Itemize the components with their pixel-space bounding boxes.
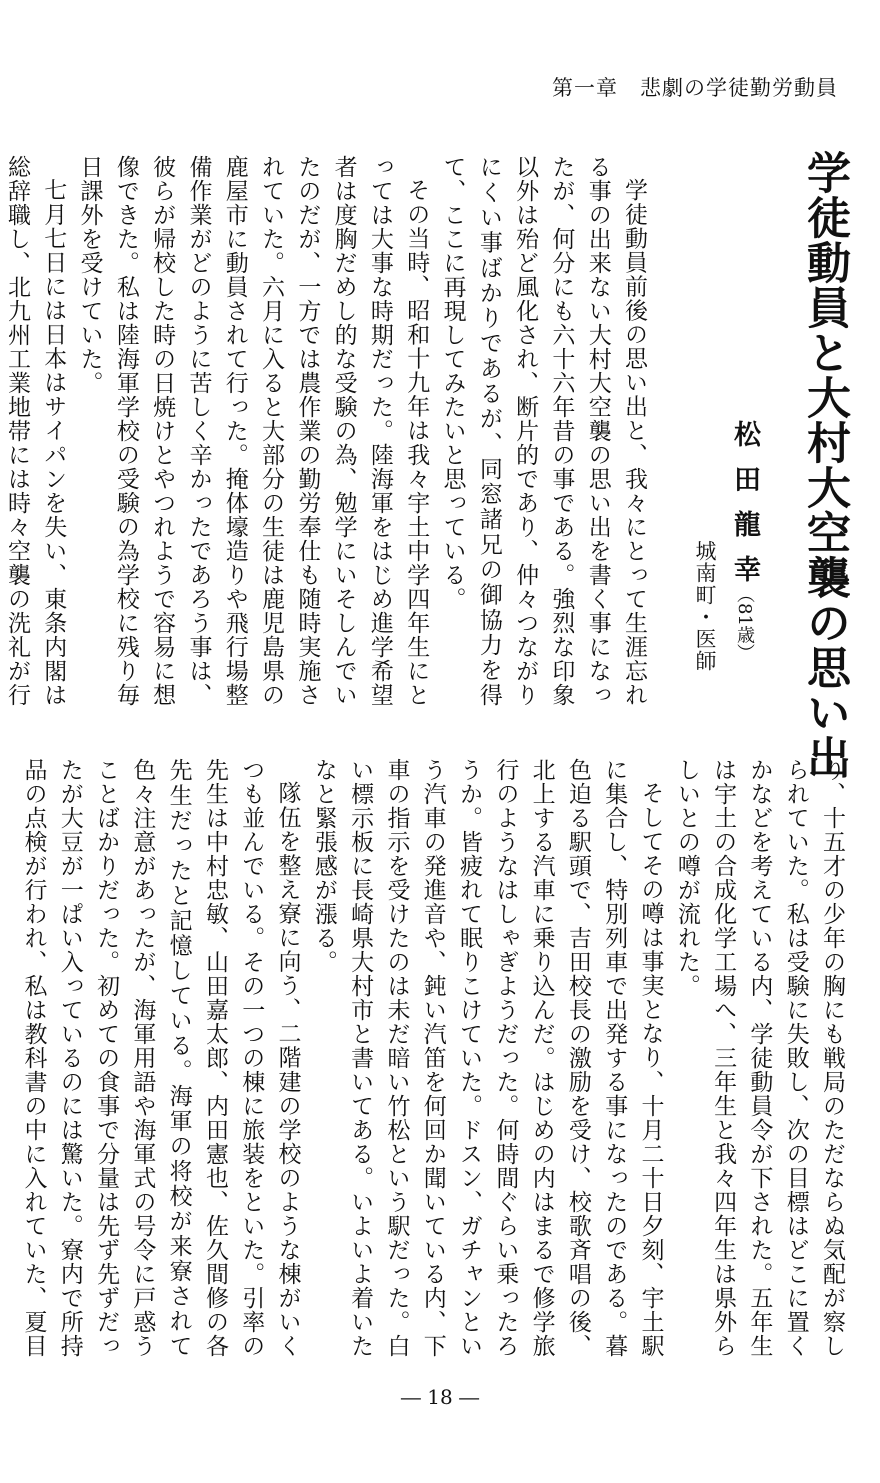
paragraph: その当時、昭和十九年は我々宇土中学四年生にとっては大事な時期だった。陸海軍をはじめ進学希望者は度胸だめし的な受験の為、勉学にいそしんでいたのだが、一方では農作業の勤労奉仕も随時実施されていた。六月に入ると大部分の生徒は鹿児島県の鹿屋市に動員されて行った。掩体壕造りや飛行場整備作業がどのように苦しく辛かったであろう事は、彼らが帰校した時の日焼けとやつれようで容易に想像できた。私は陸海軍学校の受験の為学校に残り毎日課外を受けていた。 — [76, 155, 430, 707]
author-affiliation: 城南町・医師 — [693, 540, 717, 672]
body-text-upper — [3, 155, 652, 707]
paragraph: 七月七日には日本はサイパンを失い、東条内閣は総辞職し、北九州工業地帯には時々空襲の洗礼が行 — [3, 155, 67, 707]
chapter-header: 第一章 悲劇の学徒勤労動員 — [552, 76, 838, 100]
author-name: 松田龍幸 — [729, 420, 760, 600]
author-age: （81歳） — [734, 585, 755, 662]
paragraph: そしてその噂は事実となり、十月二十日夕刻、宇土駅に集合し、特別列車で出発する事になったのである。暮色迫る駅頭で、吉田校長の激励を受け、校歌斉唱の後、北上する汽車に乗り込んだ。はじめの内はまるで修学旅行のようなはしゃぎようだった。何時間ぐらい乗ったろうか。皆疲れて眠りこけていた。ドスン、ガチャンという汽車の発進音や、鈍い汽笛を何回か聞いている内、下車の指示を受けたのは未だ暗い竹松という駅だった。白い標示板に長崎県大村市と書いてある。いよいよ着いたなと緊張感が漲る。 — [310, 758, 664, 1358]
paragraph: り、十五才の少年の胸にも戦局のただならぬ気配が察しられていた。私は受験に失敗し、次の目標はどこに置くかなどを考えている内、学徒動員令が下された。五年生は宇土の合成化学工場へ、三年生と我々四年生は県外らしいとの噂が流れた。 — [673, 758, 845, 1358]
page-number: ― 18 ― — [400, 1385, 480, 1409]
body-text-lower — [20, 758, 850, 1358]
paragraph: 隊伍を整え寮に向う、二階建の学校のような棟がいくつも並んでいる。その一つの棟に旅装をといた。引率の先生は中村忠敏、山田嘉太郎、内田憲也、佐久間修の各先生だったと記憶している。海軍の将校が来寮されて色々注意があったが、海軍用語や海軍式の号令に戸惑うことばかりだった。初めての食事で分量は先ず先ずだったが大豆が一ぱい入っているのには驚いた。寮内で所持品の点検が行われ、私は教科書の中に入れていた、夏目 — [20, 758, 301, 1359]
article-title: 学徒動員と大村大空襲の思い出 — [799, 150, 850, 780]
paragraph: 学徒動員前後の思い出と、我々にとって生涯忘れる事の出来ない大村大空襲の思い出を書く事になったが、何分にも六十六年昔の事である。強烈な印象以外は殆ど風化され、断片的であり、仲々つながりにくい事ばかりであるが、同窓諸兄の御協力を得て、ここに再現してみたいと思っている。 — [439, 155, 647, 707]
